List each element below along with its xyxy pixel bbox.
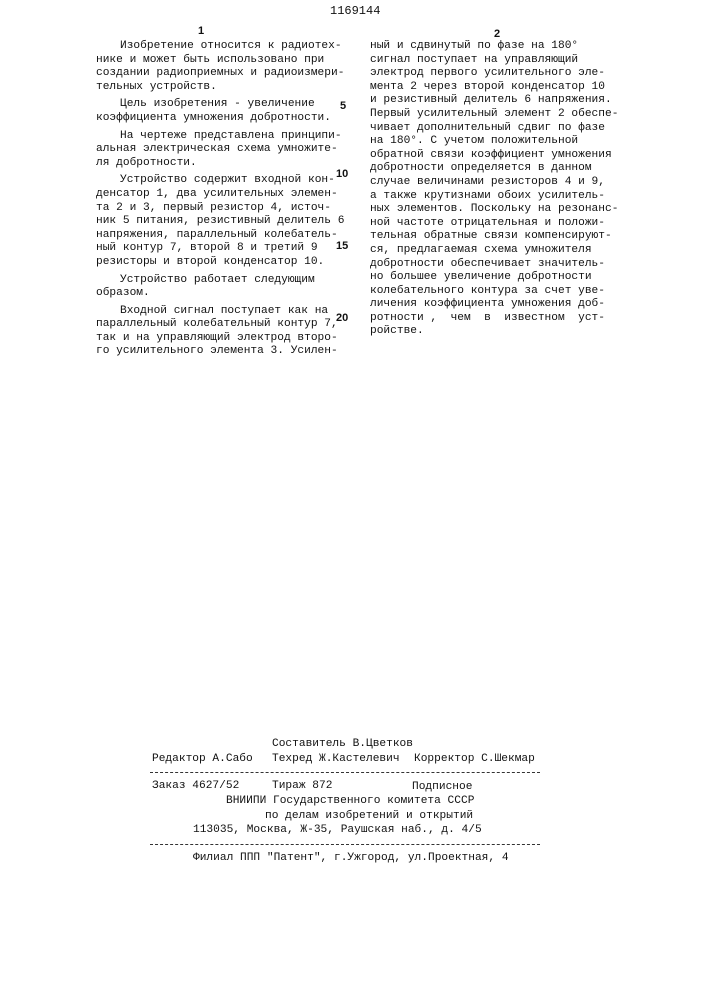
text-line: денсатор 1, два усилительных элемен- (96, 188, 346, 202)
proofreader: Корректор С.Шекмар (414, 753, 535, 765)
right-column (370, 40, 640, 339)
text-line: ных элементов. Поскольку на резонанс- (370, 203, 640, 217)
text-line: Цель изобретения - увеличение (96, 98, 346, 112)
compiler: Составитель В.Цветков (272, 738, 413, 750)
text-line: образом. (96, 287, 346, 301)
paragraph (96, 40, 346, 94)
line-number: 20 (336, 312, 348, 324)
column-number-right: 2 (494, 28, 500, 40)
text-line: та 2 и 3, первый резистор 4, источ- (96, 202, 346, 216)
text-line: а также крутизнами обоих усилитель- (370, 190, 640, 204)
tech-editor: Техред Ж.Кастелевич (272, 753, 400, 765)
text-line: го усилительного элемента 3. Усилен- (96, 345, 346, 359)
text-line: обратной связи коэффициент умножения (370, 149, 640, 163)
left-column (96, 40, 346, 363)
text-line: Входной сигнал поступает как на (96, 305, 346, 319)
publisher-dept: по делам изобретений и открытий (265, 810, 473, 822)
text-line: добротности обеспечивает значитель- (370, 258, 640, 272)
paragraph (96, 130, 346, 171)
circulation: Тираж 872 (272, 780, 332, 792)
text-line: коэффициента умножения добротности. (96, 112, 346, 126)
text-line: личения коэффициента умножения доб- (370, 298, 640, 312)
paragraph (96, 274, 346, 301)
text-line: ной частоте отрицательная и положи- (370, 217, 640, 231)
text-line: тельных устройств. (96, 81, 346, 95)
subscription: Подписное (412, 781, 472, 793)
branch: Филиал ППП "Патент", г.Ужгород, ул.Проектная, 4 (193, 852, 509, 864)
patent-number: 1169144 (330, 4, 380, 18)
text-line: Первый усилительный элемент 2 обеспе- (370, 108, 640, 122)
text-line: но большее увеличение добротности (370, 271, 640, 285)
editor: Редактор А.Сабо (152, 753, 253, 765)
text-line: нике и может быть использовано при (96, 54, 346, 68)
text-line: так и на управляющий электрод второ- (96, 332, 346, 346)
address: 113035, Москва, Ж-35, Раушская наб., д. 4/5 (193, 824, 482, 836)
text-line: Изобретение относится к радиотех- (96, 40, 346, 54)
text-line: Устройство содержит входной кон- (96, 174, 346, 188)
text-line: напряжения, параллельный колебатель- (96, 229, 346, 243)
text-line: ротности , чем в известном уст- (370, 312, 640, 326)
text-line: добротности определяется в данном (370, 162, 640, 176)
line-number: 5 (340, 100, 346, 112)
text-line: ся, предлагаемая схема умножителя (370, 244, 640, 258)
text-line: на 180°. С учетом положительной (370, 135, 640, 149)
order: Заказ 4627/52 (152, 780, 239, 792)
text-line: мента 2 через второй конденсатор 10 (370, 81, 640, 95)
text-line: создании радиоприемных и радиоизмери- (96, 67, 346, 81)
paragraph (96, 174, 346, 269)
text-line: тельная обратные связи компенсируют- (370, 230, 640, 244)
divider (150, 844, 540, 845)
text-line: На чертеже представлена принципи- (96, 130, 346, 144)
text-line: случае величинами резисторов 4 и 9, (370, 176, 640, 190)
line-number: 15 (336, 240, 348, 252)
text-line: резисторы и второй конденсатор 10. (96, 256, 346, 270)
text-line: ройстве. (370, 325, 640, 339)
paragraph (96, 98, 346, 125)
text-line: ник 5 питания, резистивный делитель 6 (96, 215, 346, 229)
text-line: Устройство работает следующим (96, 274, 346, 288)
patent-page (0, 0, 707, 1000)
text-line: альная электрическая схема умножите- (96, 143, 346, 157)
text-line: и резистивный делитель 6 напряжения. (370, 94, 640, 108)
text-line: параллельный колебательный контур 7, (96, 318, 346, 332)
text-line: ный и сдвинутый по фазе на 180° (370, 40, 640, 54)
text-line: сигнал поступает на управляющий (370, 54, 640, 68)
publisher: ВНИИПИ Государственного комитета СССР (226, 795, 474, 807)
text-line: ля добротности. (96, 157, 346, 171)
line-number: 10 (336, 168, 348, 180)
text-line: ный контур 7, второй 8 и третий 9 (96, 242, 346, 256)
text-line: колебательного контура за счет уве- (370, 285, 640, 299)
text-line: чивает дополнительный сдвиг по фазе (370, 122, 640, 136)
text-line: электрод первого усилительного эле- (370, 67, 640, 81)
paragraph (96, 305, 346, 359)
divider (150, 772, 540, 773)
column-number-left: 1 (198, 25, 204, 37)
